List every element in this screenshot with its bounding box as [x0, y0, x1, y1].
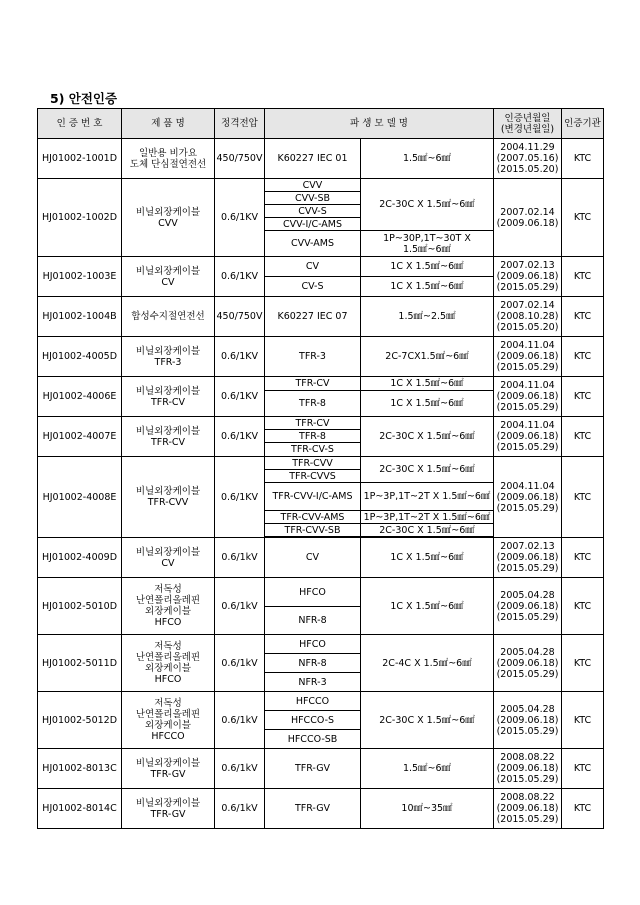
voltage-cell: 0.6/1kV	[215, 789, 265, 829]
spec-cell: 2C-30C X 1.5㎟~6㎟	[361, 524, 494, 537]
voltage-cell: 0.6/1KV	[215, 377, 265, 417]
model-cell: NFR-3	[265, 673, 361, 692]
model-cell: CVV-AMS	[265, 231, 361, 257]
cert-no-cell: HJ01002-8013C	[38, 749, 122, 789]
table-row	[38, 635, 604, 654]
model-cell: TFR-GV	[265, 749, 361, 789]
voltage-cell: 0.6/1kV	[215, 749, 265, 789]
model-cell: K60227 IEC 07	[265, 297, 361, 337]
certification-table	[37, 108, 604, 829]
table-row	[38, 749, 604, 789]
model-cell: TFR-8	[265, 430, 361, 443]
spec-cell: 1C X 1.5㎟~6㎟	[361, 377, 494, 391]
spec-cell: 2C-30C X 1.5㎟~6㎟	[361, 457, 494, 483]
spec-cell: 2C-30C X 1.5㎟~6㎟	[361, 692, 494, 749]
voltage-cell: 450/750V	[215, 139, 265, 179]
product-cell: 비닐외장케이블 CV	[122, 538, 215, 578]
header-agency: 인증기관	[562, 109, 604, 139]
spec-cell: 1P~3P,1T~2T X 1.5㎟~6㎟	[361, 511, 494, 524]
agency-cell: KTC	[562, 377, 604, 417]
cert-no-cell: HJ01002-4008E	[38, 457, 122, 538]
date-cell: 2007.02.14 (2008.10.28) (2015.05.20)	[494, 297, 562, 337]
model-cell: HFCCO-SB	[265, 730, 361, 749]
table-row	[38, 789, 604, 829]
voltage-cell: 0.6/1kV	[215, 635, 265, 692]
date-cell: 2008.08.22 (2009.06.18) (2015.05.29)	[494, 789, 562, 829]
date-cell: 2004.11.04 (2009.06.18) (2015.05.29)	[494, 417, 562, 457]
spec-cell: 2C-4C X 1.5㎟~6㎟	[361, 635, 494, 692]
date-cell: 2005.04.28 (2009.06.18) (2015.05.29)	[494, 635, 562, 692]
model-cell: CVV-SB	[265, 192, 361, 205]
agency-cell: KTC	[562, 749, 604, 789]
date-cell: 2004.11.29 (2007.05.16) (2015.05.20)	[494, 139, 562, 179]
cert-no-cell: HJ01002-4005D	[38, 337, 122, 377]
section-title: 5) 안전인증	[50, 91, 118, 106]
product-cell: 비닐외장케이블 CV	[122, 257, 215, 297]
date-cell: 2007.02.13 (2009.06.18) (2015.05.29)	[494, 257, 562, 297]
header-product: 제 품 명	[122, 109, 215, 139]
header-date: 인증년월일 (변경년월일)	[494, 109, 562, 139]
product-cell: 일반용 비가요 도체 단심절연전선	[122, 139, 215, 179]
cert-no-cell: HJ01002-8014C	[38, 789, 122, 829]
agency-cell: KTC	[562, 297, 604, 337]
agency-cell: KTC	[562, 139, 604, 179]
voltage-cell: 0.6/1kV	[215, 538, 265, 578]
model-cell: K60227 IEC 01	[265, 139, 361, 179]
model-cell: TFR-8	[265, 391, 361, 417]
model-cell: TFR-3	[265, 337, 361, 377]
agency-cell: KTC	[562, 337, 604, 377]
date-cell: 2005.04.28 (2009.06.18) (2015.05.29)	[494, 578, 562, 635]
spec-cell: 2C-30C X 1.5㎟~6㎟	[361, 417, 494, 457]
model-cell: HFCO	[265, 578, 361, 607]
agency-cell: KTC	[562, 538, 604, 578]
voltage-cell: 0.6/1KV	[215, 179, 265, 257]
spec-cell: 1C X 1.5㎟~6㎟	[361, 578, 494, 635]
product-cell: 비닐외장케이블 TFR-CVV	[122, 457, 215, 538]
cert-no-cell: HJ01002-1002D	[38, 179, 122, 257]
agency-cell: KTC	[562, 417, 604, 457]
model-cell: CV	[265, 538, 361, 578]
agency-cell: KTC	[562, 692, 604, 749]
model-cell: HFCO	[265, 635, 361, 654]
date-cell: 2005.04.28 (2009.06.18) (2015.05.29)	[494, 692, 562, 749]
model-cell: TFR-CVVS	[265, 470, 361, 483]
model-cell: TFR-CV	[265, 377, 361, 391]
agency-cell: KTC	[562, 635, 604, 692]
table-row	[38, 457, 604, 470]
date-cell: 2007.02.14 (2009.06.18)	[494, 179, 562, 257]
agency-cell: KTC	[562, 578, 604, 635]
product-cell: 비닐외장케이블 CVV	[122, 179, 215, 257]
voltage-cell: 450/750V	[215, 297, 265, 337]
cert-no-cell: HJ01002-4009D	[38, 538, 122, 578]
product-cell: 비닐외장케이블 TFR-GV	[122, 749, 215, 789]
model-cell: CV-S	[265, 277, 361, 297]
model-cell: TFR-GV	[265, 789, 361, 829]
model-cell: NFR-8	[265, 607, 361, 635]
model-cell: TFR-CVV-I/C-AMS	[265, 483, 361, 511]
product-cell: 비닐외장케이블 TFR-CV	[122, 417, 215, 457]
cert-no-cell: HJ01002-5012D	[38, 692, 122, 749]
table-row	[38, 578, 604, 607]
model-cell: TFR-CVV-SB	[265, 524, 361, 537]
product-cell: 저독성 난연폴리올레핀 외장케이블 HFCO	[122, 578, 215, 635]
model-cell: HFCCO	[265, 692, 361, 711]
product-cell: 합성수지절연전선	[122, 297, 215, 337]
model-cell: CVV-S	[265, 205, 361, 218]
agency-cell: KTC	[562, 179, 604, 257]
cert-no-cell: HJ01002-4007E	[38, 417, 122, 457]
agency-cell: KTC	[562, 457, 604, 538]
spec-cell: 1P~3P,1T~2T X 1.5㎟~6㎟	[361, 483, 494, 511]
agency-cell: KTC	[562, 257, 604, 297]
product-cell: 비닐외장케이블 TFR-GV	[122, 789, 215, 829]
table-row	[38, 538, 604, 578]
voltage-cell: 0.6/1kV	[215, 692, 265, 749]
cert-no-cell: HJ01002-1004B	[38, 297, 122, 337]
spec-cell: 1C X 1.5㎟~6㎟	[361, 391, 494, 417]
date-cell: 2004.11.04 (2009.06.18) (2015.05.29)	[494, 457, 562, 538]
header-cert-no: 인 증 번 호	[38, 109, 122, 139]
voltage-cell: 0.6/1KV	[215, 457, 265, 538]
model-cell: CVV	[265, 179, 361, 192]
table-row	[38, 417, 604, 430]
table-row	[38, 257, 604, 277]
model-cell: CV	[265, 257, 361, 277]
agency-cell: KTC	[562, 789, 604, 829]
spec-cell: 1C X 1.5㎟~6㎟	[361, 538, 494, 578]
cert-no-cell: HJ01002-1001D	[38, 139, 122, 179]
spec-cell: 1P~30P,1T~30T X 1.5㎟~6㎟	[361, 231, 494, 257]
cert-no-cell: HJ01002-4006E	[38, 377, 122, 417]
header-models: 파 생 모 델 명	[265, 109, 494, 139]
voltage-cell: 0.6/1KV	[215, 257, 265, 297]
header-row	[38, 109, 604, 139]
cert-no-cell: HJ01002-5010D	[38, 578, 122, 635]
table-row	[38, 179, 604, 192]
spec-cell: 1.5㎟~6㎟	[361, 139, 494, 179]
product-cell: 저독성 난연폴리올레핀 외장케이블 HFCO	[122, 635, 215, 692]
product-cell: 비닐외장케이블 TFR-3	[122, 337, 215, 377]
table-row	[38, 297, 604, 337]
model-cell: TFR-CVV	[265, 457, 361, 470]
spec-cell: 1.5㎟~6㎟	[361, 749, 494, 789]
table-row	[38, 337, 604, 377]
model-cell: TFR-CV-S	[265, 443, 361, 457]
spec-cell: 1C X 1.5㎟~6㎟	[361, 257, 494, 277]
model-cell: TFR-CV	[265, 417, 361, 430]
date-cell: 2004.11.04 (2009.06.18) (2015.05.29)	[494, 337, 562, 377]
voltage-cell: 0.6/1KV	[215, 417, 265, 457]
spec-cell: 2C-7CX1.5㎟~6㎟	[361, 337, 494, 377]
product-cell: 비닐외장케이블 TFR-CV	[122, 377, 215, 417]
voltage-cell: 0.6/1KV	[215, 337, 265, 377]
model-cell: TFR-CVV-AMS	[265, 511, 361, 524]
product-cell: 저독성 난연폴리올레핀 외장케이블 HFCCO	[122, 692, 215, 749]
model-cell: HFCCO-S	[265, 711, 361, 730]
spec-cell: 2C-30C X 1.5㎟~6㎟	[361, 179, 494, 231]
date-cell: 2007.02.13 (2009.06.18) (2015.05.29)	[494, 538, 562, 578]
header-voltage: 정격전압	[215, 109, 265, 139]
spec-cell: 1.5㎟~2.5㎟	[361, 297, 494, 337]
model-cell: CVV-I/C-AMS	[265, 218, 361, 231]
model-cell: NFR-8	[265, 654, 361, 673]
spec-cell: 1C X 1.5㎟~6㎟	[361, 277, 494, 297]
date-cell: 2008.08.22 (2009.06.18) (2015.05.29)	[494, 749, 562, 789]
cert-no-cell: HJ01002-1003E	[38, 257, 122, 297]
table-row	[38, 139, 604, 179]
table-row	[38, 377, 604, 391]
spec-cell: 10㎟~35㎟	[361, 789, 494, 829]
cert-no-cell: HJ01002-5011D	[38, 635, 122, 692]
date-cell: 2004.11.04 (2009.06.18) (2015.05.29)	[494, 377, 562, 417]
voltage-cell: 0.6/1kV	[215, 578, 265, 635]
table-row	[38, 692, 604, 711]
